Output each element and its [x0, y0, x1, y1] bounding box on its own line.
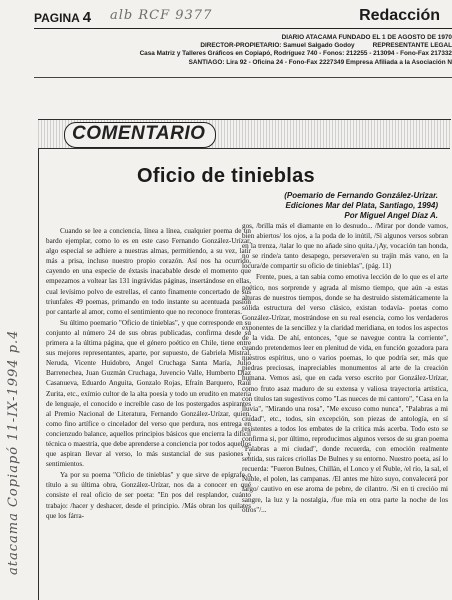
side-stamp: atacama Copiapó 11-IX-1994 p.4	[6, 329, 21, 575]
masthead	[60, 34, 452, 67]
paragraph: gos, /brilla más el diamante en lo desnudo... /Mirar por donde vamos, bien abiertos/ los ojos, a la poda de lo inútil, /Si algunos versos sobran en la trenza, /talar lo que no añade sino quita./¡Ay, vocación tan honda, no se rinde/a tanto desapego, persevera/en su trajín más vano, en la locura/de compartir su oficio de tinieblas", (pág. 11)	[242, 222, 448, 271]
page-label	[34, 9, 91, 26]
masthead-rule	[34, 77, 452, 78]
article-source	[284, 191, 438, 221]
masthead-line3: Casa Matriz y Talleres Gráficos en Copiapó, Rodríguez 740 - Fonos: 212255 - 213094 - Fono-Fax 217332	[139, 50, 452, 58]
article-title: Oficio de tinieblas	[137, 165, 315, 187]
page-number: 4	[82, 9, 92, 26]
source-line-1: (Poemario de Fernando González-Urizar.	[284, 191, 438, 200]
header-rule	[34, 28, 452, 29]
handwritten-note: alb RCF 9377	[110, 8, 213, 23]
section-title: Redacción	[359, 7, 440, 24]
masthead-line4: SANTIAGO: Lira 92 - Oficina 24 - Fono-Fax 2227349 Empresa Afiliada a la Asociación N	[188, 58, 452, 66]
banner-label: COMENTARIO	[72, 123, 206, 144]
paragraph: Frente, pues, a tan sabia como emotiva lección de lo que es el arte poético, nos sorprende y agrada al mismo tiempo, que aún -a estas alturas de nuestros tiempos, donde se ha destruido sistemáticamente la sólida estructura del verso clásico, existan todavía- poetas como González-Urízar, mostrándose en su real esencia, como los verdaderos exponentes de la sencillez y la claridad meridiana, en todos los aspectos de la vida. De ahí, entonces, "que se navegue contra la corriente", cuando pretendemos leer en plenitud de vida, en función gozadora para nuestros espíritus, uno o varios poemas, lo que podría ser, más que piedras preciosas, inapreciables monumentos al arte de la creación humana. Vemos así, que en cada verso escrito por González-Urízar, como fruto asaz maduro de su extensa y valiosa trayectoria artística, con títulos tan sugestivos como "Las nueces de mi cantoro", "Casa en la lluvia", "Mirando una rosa", "Me excuso como nunca", "Palabras a mi ciudad", etc., todos, sin excepción, son piezas de antología, en sí resistentes a todos los embates de la crítica más acerba. Todo esto se confirma si, por último, reproducimos algunos versos de su gran poema "Palabras a mi ciudad", donde recuerda, con emoción realmente sentida, sus raíces criollas De Bulnes y su entorno. Nuestro poeta, así lo recuerda: "Fueron Bulnes, Chillán, el Lonco y el Ñuble, /el río, la sal, el Ñuble, el polen, las campanas. /El antes me hizo suyo, convalecerá por largo/ cautivo en ese aroma de pebre, de cilantro. /Si en ti crecióo mi sangre, la luz y la nostalgia, /fue mía en otra parte la noche de los otros"/...	[242, 273, 448, 514]
article-author: Por Miguel Angel Díaz A.	[344, 211, 438, 220]
masthead-line2	[60, 42, 452, 50]
masthead-legal-rep: REPRESENTANTE LEGAL	[372, 42, 452, 50]
article-column-2	[242, 221, 448, 598]
paragraph: Cuando se lee a conciencia, línea a línea, cualquier poema de un bardo ejemplar, como lo es en este caso Fernando González-Urízar, algo especial se adhiere a nuestras almas, permitiendo, a su vez, latir más a prisa, incluso nuestro propio corazón. Así nos ha ocurrido, cayendo en una especie de éxtasis inacabable desde el momento que empezamos a voltear las 131 ingrávidas páginas, insertándose en ellas, cual levísimo polvo de estrellas, el canto finamente concertado de sus triunfales 49 poemas, primando en todo instante su acentuada pasión por cantarle al amor, como el sentimiento que no reconoce fronteras.	[46, 227, 251, 316]
masthead-director: DIRECTOR-PROPIETARIO: Samuel Salgado Godoy	[200, 42, 355, 50]
paragraph: Su último poemario "Oficio de tinieblas", y que corresponde en su conjunto al número 24 de sus obras publicadas, confirma desde su primera a la última página, que el género poético en Chile, tiene entre sus mejores representantes, aparte, por supuesto, de Gabriela Mistral, Neruda, Vicente Huidobro, Angel Cruchaga Santa María, Julio Barrenechea, Juan Guzmán Cruchaga, Juvencio Valle, Humberto Díaz Casanueva, Eduardo Anguita, Gonzalo Rojas, Efraín Barquero, Raúl Zurita, etc., exímio cultor de la alta poesía y todo un erudito en materia de lenguaje, el conocido e increíble caso de los postergados aspirantes al Premio Nacional de Literatura, Fernando González-Urízar, quien, como fino artífice o cincelador del verso que perdura, nos entrega en concienzudo balance, aquellos principios básicos que encierra la difícil técnica o maestría, que debe aprenderse a conciencia por todos aquellos que aspiran llevar al verso, lo más sustancial de sus pasiones y sentimientos.	[46, 318, 251, 469]
article-column-1	[46, 226, 251, 598]
source-line-2: Ediciones Mar del Plata, Santiago, 1994)	[285, 201, 438, 210]
page-label-text: PAGINA	[34, 11, 80, 25]
paragraph: Ya por su poema "Oficio de tinieblas" y que sirve de epígrafe o título a su última obra, González-Urízar, nos da a conocer en qué consiste el real oficio de ser poeta: "En pos del resplandor, cuánto trabajo: /hacer y deshacer, desde el principio. /Más obran los quilates que los fárra-	[46, 471, 251, 520]
masthead-line1: DIARIO ATACAMA FUNDADO EL 1 DE AGOSTO DE 1970	[281, 34, 452, 41]
